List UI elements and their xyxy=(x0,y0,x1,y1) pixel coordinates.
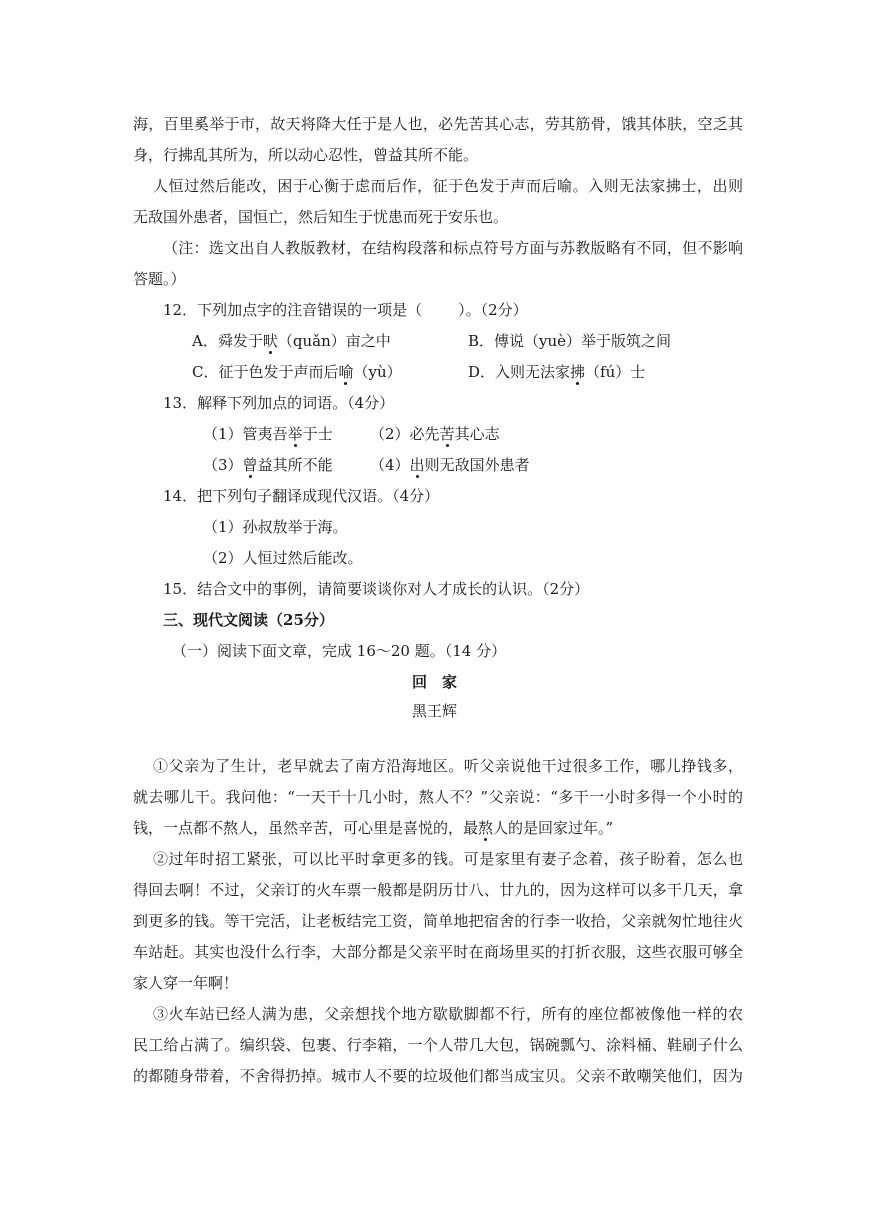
article-line: 车站赶。其实也没什么行李，大部分都是父亲平时在商场里买的打折衣服，这些衣服可够全 xyxy=(133,943,743,961)
q13-item-1 xyxy=(203,423,813,445)
q12-stem-pre: 12．下列加点字的注音错误的一项是（ xyxy=(163,301,423,319)
q13-item-2 xyxy=(370,423,500,445)
option-d-post: （fú）士 xyxy=(585,363,646,381)
passage-line: 无敌国外患者，国恒亡，然后知生于忧患而死于安乐也。 xyxy=(133,208,509,226)
q13-item-3-pre: （3） xyxy=(203,456,243,474)
dotted-char: 苦 xyxy=(439,425,455,443)
question-13-stem: 13．解释下列加点的词语。（4分） xyxy=(163,394,395,412)
article-line-post: 人的是回家过年。” xyxy=(493,819,614,837)
article-line: 就去哪儿干。我问他：“一天干十几小时，熬人不？”父亲说：“多干一小时多得一个小时的 xyxy=(133,788,743,806)
section-heading: 三、现代文阅读（25分） xyxy=(163,611,334,629)
q14-sentence-2: （2）人恒过然后能改。 xyxy=(203,549,363,567)
question-15-stem: 15．结合文中的事例，请简要谈谈你对人才成长的认识。（2分） xyxy=(163,580,590,598)
dotted-char: 喻 xyxy=(338,363,354,381)
q13-item-4 xyxy=(370,454,530,476)
article-line: 家人穿一年啊！ xyxy=(133,974,239,992)
question-14-stem: 14．把下列句子翻译成现代汉语。（4分） xyxy=(163,487,440,505)
article-line: ②过年时招工紧张，可以比平时拿更多的钱。可是家里有妻子念着，孩子盼着，怎么也 xyxy=(153,850,743,868)
article-line: 的都随身带着，不舍得扔掉。城市人不要的垃圾他们都当成宝贝。父亲不敢嘲笑他们，因为 xyxy=(133,1067,743,1085)
note-line: 答题。） xyxy=(133,270,186,288)
q13-item-1-post: 于士 xyxy=(302,425,333,443)
article-line: 民工给占满了。编织袋、包裹、行李箱，一个人带几大包，锅碗瓢勺、涂料桶、鞋刷子什么 xyxy=(133,1036,743,1054)
q13-item-2-post: 其心志 xyxy=(454,425,500,443)
q13-item-4-pre: （4） xyxy=(370,456,410,474)
note-line: （注：选文出自人教版教材，在结构段落和标点符号方面与苏教版略有不同，但不影响 xyxy=(163,239,743,257)
article-line xyxy=(133,817,743,839)
dotted-char: 拂 xyxy=(570,363,586,381)
article-author: 黑王辉 xyxy=(411,702,457,720)
article-line-pre: 钱，一点都不熬人，虽然辛苦，可心里是喜悦的，最 xyxy=(133,819,479,837)
q13-item-3-post: 益其所不能 xyxy=(257,456,333,474)
dotted-char: 畎 xyxy=(262,332,278,350)
q13-item-4-post: 则无敌国外患者 xyxy=(424,456,530,474)
article-title: 回 家 xyxy=(411,673,457,691)
passage-line: 身，行拂乱其所为，所以动心忍性，曾益其所不能。 xyxy=(133,146,479,164)
q13-item-1-pre: （1）管夷吾 xyxy=(203,425,288,443)
option-c-pre: C．征于色发于声而后 xyxy=(192,363,339,381)
article-line: ③火车站已经人满为患，父亲想找个地方歇歇脚都不行，所有的座位都被像他一样的农 xyxy=(153,1005,743,1023)
option-b: B．傅说（yuè）举于版筑之间 xyxy=(468,332,672,350)
option-a-pre: A．舜发于 xyxy=(192,332,263,350)
option-a-post: （quǎn）亩之中 xyxy=(277,332,391,350)
passage-line: 海，百里奚举于市，故天将降大任于是人也，必先苦其心志，劳其筋骨，饿其体肤，空乏其 xyxy=(133,115,743,133)
dotted-char: 举 xyxy=(287,425,303,443)
q13-item-2-pre: （2）必先 xyxy=(370,425,440,443)
question-12-stem xyxy=(163,299,773,321)
article-line: 到更多的钱。等干完活，让老板结完工资，简单地把宿舍的行李一收拾，父亲就匆忙地往火 xyxy=(133,912,743,930)
dotted-char: 曾 xyxy=(242,456,258,474)
option-d-pre: D．入则无法家 xyxy=(468,363,571,381)
dotted-char: 熬 xyxy=(478,819,494,837)
option-c-post: （yù） xyxy=(353,363,402,381)
q12-stem-post: ）。（2分） xyxy=(458,301,528,319)
q14-sentence-1: （1）孙叔敖举于海。 xyxy=(203,518,348,536)
dotted-char: 出 xyxy=(409,456,425,474)
section-subheading: （一）阅读下面文章，完成 16～20 题。（14 分） xyxy=(172,642,507,660)
article-line: ①父亲为了生计，老早就去了南方沿海地区。听父亲说他干过很多工作，哪儿挣钱多， xyxy=(153,757,743,775)
article-line: 得回去啊！不过，父亲订的火车票一般都是阴历廿八、廿九的，因为这样可以多干几天，拿 xyxy=(133,881,743,899)
option-d xyxy=(468,361,645,383)
passage-line: 人恒过然后能改，困于心衡于虑而后作，征于色发于声而后喻。入则无法家拂士，出则 xyxy=(153,177,743,195)
